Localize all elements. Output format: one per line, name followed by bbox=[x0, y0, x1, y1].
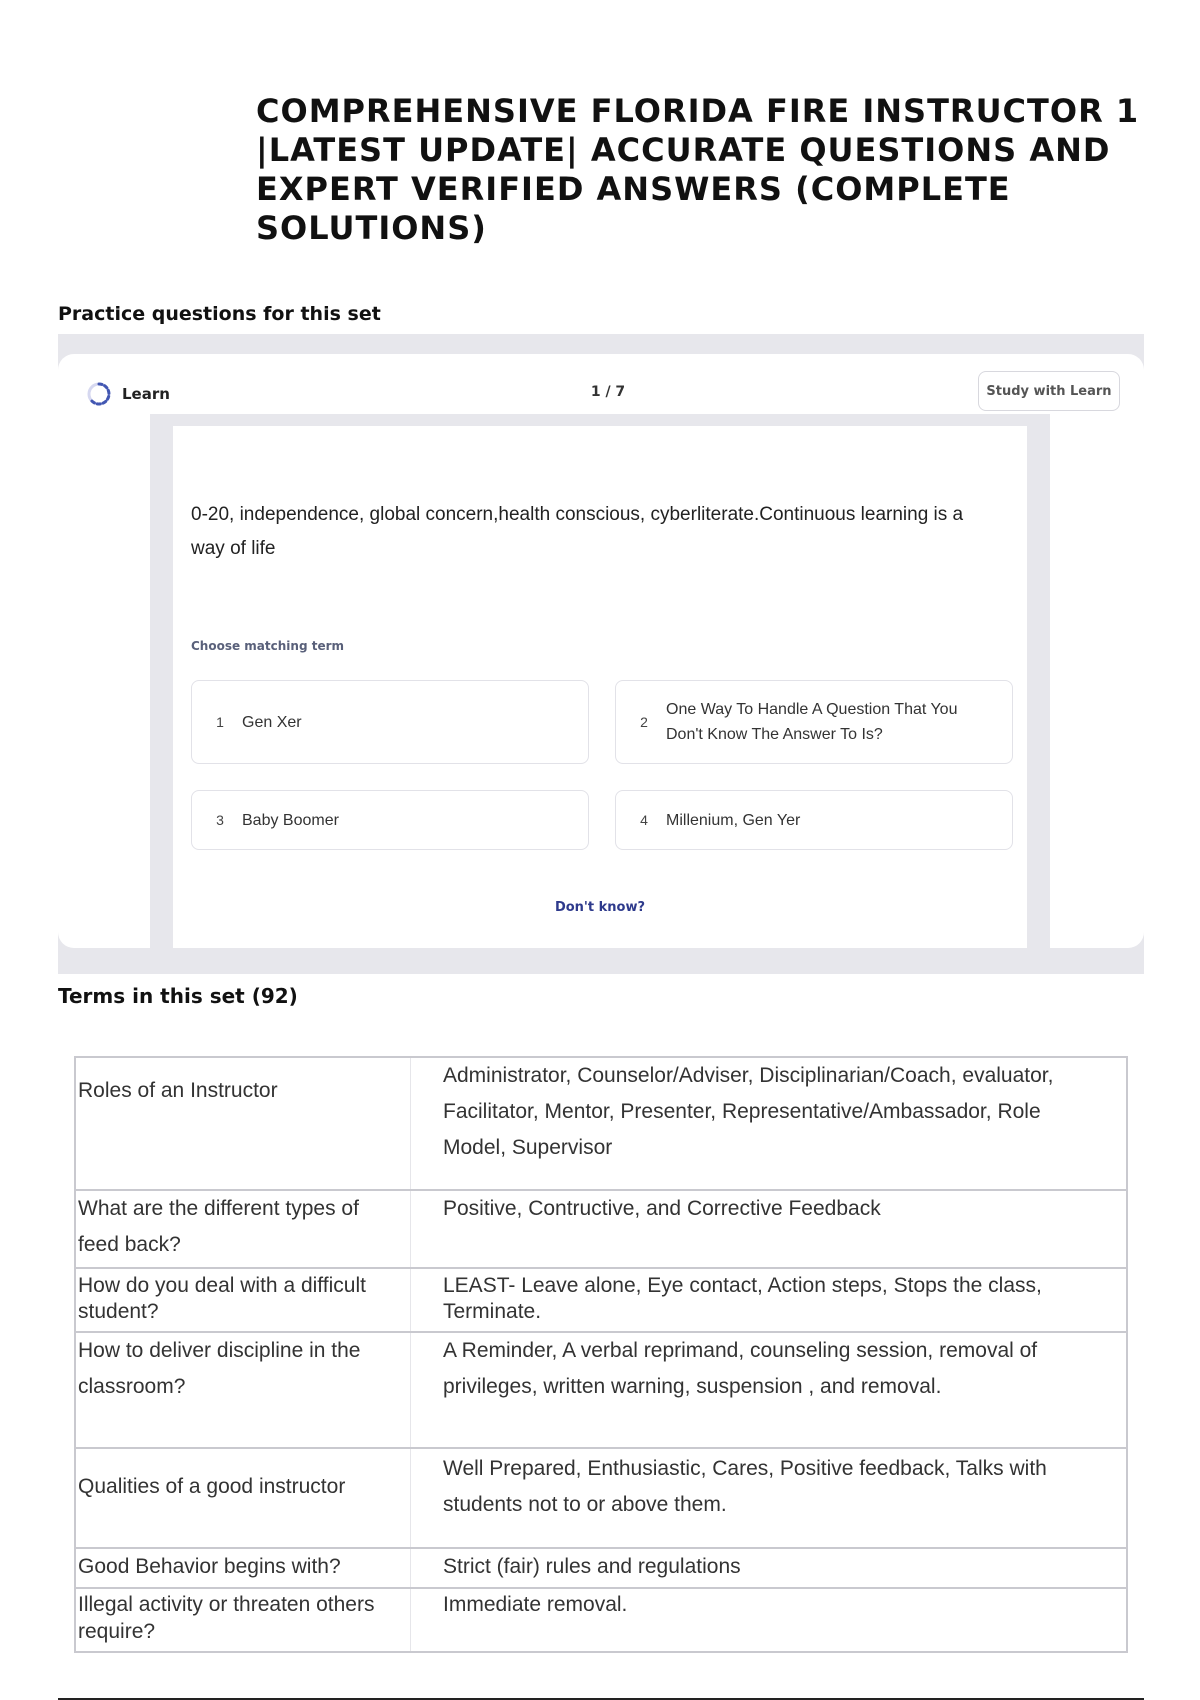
term-cell: Roles of an Instructor bbox=[75, 1057, 411, 1190]
definition-cell: LEAST- Leave alone, Eye contact, Action steps, Stops the class, Terminate. bbox=[411, 1268, 1128, 1332]
practice-heading: Practice questions for this set bbox=[58, 303, 381, 325]
table-row bbox=[75, 1268, 1127, 1332]
title-line: |LATEST UPDATE| ACCURATE QUESTIONS AND bbox=[256, 131, 1111, 169]
terms-table bbox=[74, 1056, 1128, 1653]
table-row bbox=[75, 1548, 1127, 1588]
answer-option-3[interactable] bbox=[191, 790, 589, 850]
learn-widget bbox=[58, 334, 1144, 974]
definition-cell: Immediate removal. bbox=[411, 1588, 1128, 1652]
question-progress: 1 / 7 bbox=[590, 384, 626, 400]
question-panel bbox=[173, 426, 1027, 948]
option-number: 2 bbox=[640, 714, 648, 730]
document-title bbox=[256, 92, 1156, 248]
option-number: 1 bbox=[216, 714, 224, 730]
answer-option-2[interactable] bbox=[615, 680, 1013, 764]
learn-label: Learn bbox=[122, 385, 170, 403]
term-cell: How do you deal with a difficult student? bbox=[75, 1268, 411, 1332]
term-cell: Illegal activity or threaten others require? bbox=[75, 1588, 411, 1652]
term-cell: What are the different types of feed back? bbox=[75, 1190, 411, 1268]
term-cell: Qualities of a good instructor bbox=[75, 1448, 411, 1548]
study-with-learn-button[interactable]: Study with Learn bbox=[978, 371, 1120, 411]
option-number: 3 bbox=[216, 812, 224, 828]
term-cell: How to deliver discipline in the classroom? bbox=[75, 1332, 411, 1448]
learn-brand[interactable] bbox=[86, 378, 170, 410]
option-text: One Way To Handle A Question That You Don't Know The Answer To Is? bbox=[666, 701, 958, 743]
definition-cell: Administrator, Counselor/Adviser, Disciplinarian/Coach, evaluator, Facilitator, Mentor, Presenter, Representative/Ambassador, Role Model, Supervisor bbox=[411, 1057, 1128, 1190]
option-text: Gen Xer bbox=[242, 713, 302, 731]
table-row bbox=[75, 1588, 1127, 1652]
option-number: 4 bbox=[640, 812, 648, 828]
title-line: COMPREHENSIVE FLORIDA FIRE INSTRUCTOR 1 bbox=[256, 92, 1140, 130]
option-text: Millenium, Gen Yer bbox=[666, 811, 801, 829]
choose-matching-label: Choose matching term bbox=[191, 639, 345, 653]
table-row bbox=[75, 1448, 1127, 1548]
learn-progress-ring-icon bbox=[86, 381, 112, 407]
terms-heading: Terms in this set (92) bbox=[58, 984, 298, 1008]
title-line: EXPERT VERIFIED ANSWERS (COMPLETE bbox=[256, 170, 1011, 208]
table-row bbox=[75, 1190, 1127, 1268]
question-text: 0-20, independence, global concern,health conscious, cyberliterate.Continuous learning is a way of life bbox=[191, 504, 964, 559]
table-row bbox=[75, 1332, 1127, 1448]
learn-card bbox=[58, 354, 1144, 948]
table-row bbox=[75, 1057, 1127, 1190]
definition-cell: Strict (fair) rules and regulations bbox=[411, 1548, 1128, 1588]
answer-option-4[interactable] bbox=[615, 790, 1013, 850]
title-line: SOLUTIONS) bbox=[256, 209, 487, 247]
answer-option-1[interactable] bbox=[191, 680, 589, 764]
option-text: Baby Boomer bbox=[242, 811, 339, 829]
term-cell: Good Behavior begins with? bbox=[75, 1548, 411, 1588]
definition-cell: A Reminder, A verbal reprimand, counseling session, removal of privileges, written warning, suspension , and removal. bbox=[411, 1332, 1128, 1448]
definition-cell: Well Prepared, Enthusiastic, Cares, Positive feedback, Talks with students not to or above them. bbox=[411, 1448, 1128, 1548]
definition-cell: Positive, Contructive, and Corrective Feedback bbox=[411, 1190, 1128, 1268]
dont-know-link[interactable]: Don't know? bbox=[554, 900, 646, 915]
